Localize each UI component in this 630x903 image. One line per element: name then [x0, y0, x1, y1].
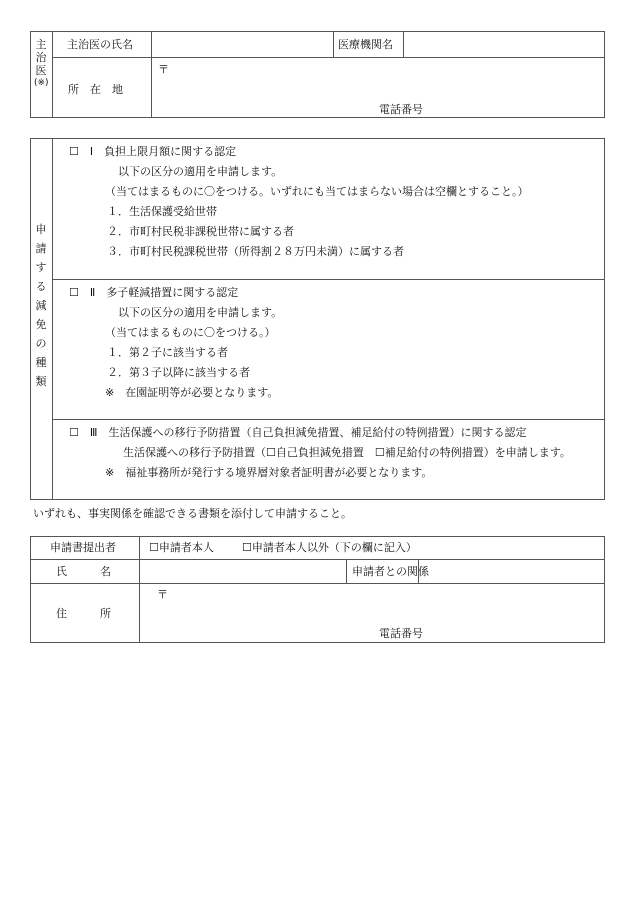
doctor-side-divider: [52, 31, 53, 118]
section2-title[interactable]: ☐ Ⅱ 多子軽減措置に関する認定: [69, 286, 239, 299]
submitter-address-label: 住 所: [56, 607, 111, 620]
submitter-label-divider: [139, 536, 140, 643]
doctor-label-divider: [151, 31, 152, 118]
submitter-phone-label: 電話番号: [379, 627, 423, 640]
doctor-postal-mark: 〒: [158, 63, 169, 76]
reduction-divider-1: [52, 279, 605, 280]
option-other-checkbox[interactable]: ☐申請者本人以外（下の欄に記入）: [242, 541, 417, 554]
relation-field[interactable]: [420, 561, 602, 581]
section1-title[interactable]: ☐ Ⅰ 負担上限月額に関する認定: [69, 145, 237, 158]
doctor-side-label: 主 治 医 (※): [34, 38, 49, 88]
section3-title[interactable]: ☐ Ⅲ 生活保護への移行予防措置（自己負担減免措置、補足給付の特例措置）に関する認定: [69, 426, 527, 439]
submitter-name-label: 氏 名: [56, 565, 111, 578]
section3-note: ※ 福祉事務所が発行する境界層対象者証明書が必要となります。: [105, 466, 433, 479]
section2-item-1[interactable]: １．第２子に該当する者: [107, 346, 228, 359]
section1-line2: （当てはまるものに〇をつける。いずれにも当てはまらない場合は空欄とすること。）: [105, 185, 529, 198]
reduction-side-label: 申 請 す る 減 免 の 種 類: [35, 223, 47, 388]
relation-label: 申請者との関係: [352, 565, 429, 578]
submitter-name-field[interactable]: [141, 561, 344, 581]
institution-label: 医療機関名: [338, 38, 393, 51]
doctor-name-divider: [333, 31, 334, 57]
section1-item-2[interactable]: ２．市町村民税非課税世帯に属する者: [107, 225, 294, 238]
doctor-phone-label: 電話番号: [379, 103, 423, 116]
section1-line1: 以下の区分の適用を申請します。: [118, 165, 283, 178]
doctor-name-label: 主治医の氏名: [67, 38, 133, 51]
submitter-postal-mark: 〒: [157, 588, 168, 601]
attachment-note: いずれも、事実関係を確認できる書類を添付して申請すること。: [33, 507, 352, 520]
submitter-row-divider-2: [30, 583, 605, 584]
reduction-divider-2: [52, 419, 605, 420]
doctor-institution-divider: [403, 31, 404, 57]
section2-note: ※ 在園証明等が必要となります。: [105, 386, 279, 399]
submitter-label: 申請書提出者: [50, 541, 116, 554]
section2-line2: （当てはまるものに〇をつける。）: [105, 326, 276, 339]
option-self-checkbox[interactable]: ☐申請者本人: [149, 541, 214, 554]
section1-item-3[interactable]: ３．市町村民税課税世帯（所得割２８万円未満）に属する者: [107, 245, 404, 258]
submitter-relation-divider: [346, 559, 347, 583]
section2-line1: 以下の区分の適用を申請します。: [118, 306, 283, 319]
section3-line1[interactable]: 生活保護への移行予防措置（☐自己負担減免措置 ☐補足給付の特例措置）を申請します。: [123, 446, 571, 459]
institution-field[interactable]: [405, 33, 602, 55]
section2-item-2[interactable]: ２．第３子以降に該当する者: [107, 366, 250, 379]
submitter-row-divider-1: [30, 559, 605, 560]
doctor-address-field[interactable]: [170, 60, 600, 100]
doctor-address-label: 所 在 地: [68, 83, 123, 96]
reduction-side-divider: [52, 138, 53, 500]
submitter-address-field[interactable]: [170, 586, 600, 624]
section1-item-1[interactable]: １．生活保護受給世帯: [107, 205, 217, 218]
doctor-row-divider: [52, 57, 605, 58]
doctor-name-field[interactable]: [153, 33, 331, 55]
